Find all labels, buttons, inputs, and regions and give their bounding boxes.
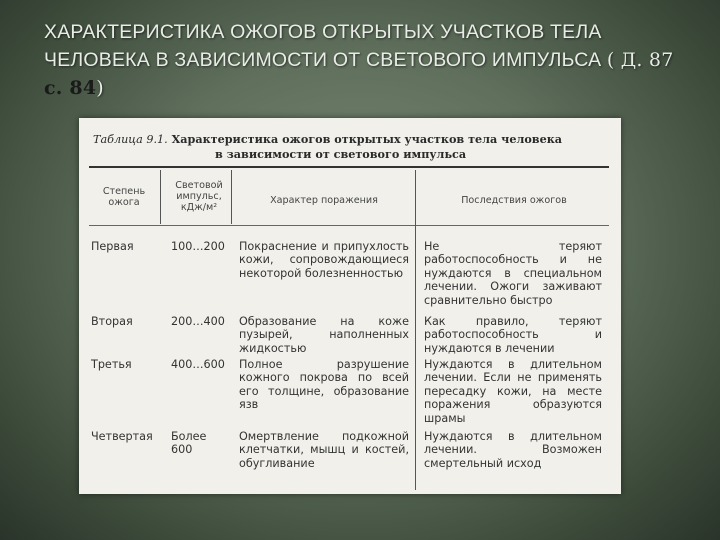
row2-consequences: Как правило, теряют работоспособность и нуждаются в лечении	[424, 315, 602, 355]
row1-impulse: 100…200	[171, 240, 225, 253]
row4-degree: Четвертая	[91, 430, 153, 443]
table-header-rule	[89, 225, 609, 226]
header-impulse: Световой импульс, кДж/м²	[175, 180, 223, 213]
row3-character: Полное разрушение кожного покрова по всей его толщине, образование язв	[239, 358, 409, 412]
header-consequences: Последствия ожогов	[461, 195, 567, 206]
header-degree: Степень ожога	[102, 186, 146, 208]
row4-impulse: Более 600	[171, 430, 207, 457]
column-divider	[160, 170, 161, 224]
source-reference: ( Д. 87 с. 84)	[44, 49, 674, 99]
row2-impulse: 200…400	[171, 315, 225, 328]
row1-character: Покраснение и припухлость кожи, сопровождающиеся некоторой болезненностью	[239, 240, 409, 280]
column-divider	[415, 170, 416, 490]
source-page: с. 84	[44, 77, 97, 99]
row3-degree: Третья	[91, 358, 132, 371]
header-character: Характер поражения	[270, 195, 378, 206]
row1-degree: Первая	[91, 240, 134, 253]
row2-character: Образование на коже пузырей, наполненных жидкостью	[239, 315, 409, 355]
table-caption-line2: в зависимости от светового импульса	[215, 147, 467, 161]
slide-title	[44, 18, 684, 102]
row4-consequences: Нуждаются в длительном лечении. Возможен смертельный исход	[424, 430, 602, 470]
scanned-table-image	[79, 118, 621, 494]
table-caption	[93, 132, 607, 161]
table-caption-line1: Характеристика ожогов открытых участков тела человека	[171, 132, 563, 146]
row2-degree: Вторая	[91, 315, 133, 328]
column-divider	[231, 170, 232, 224]
row1-consequences: Не теряют работоспособность и не нуждаются в специальном лечении. Ожоги заживают сравнительно быстро	[424, 240, 602, 307]
table-top-rule	[89, 166, 609, 168]
row4-character: Омертвление подкожной клетчатки, мышц и костей, обугливание	[239, 430, 409, 470]
slide-title-text: ХАРАКТЕРИСТИКА ОЖОГОВ ОТКРЫТЫХ УЧАСТКОВ ТЕЛА ЧЕЛОВЕКА В ЗАВИСИМОСТИ ОТ СВЕТОВОГО ИМПУЛЬСА	[44, 21, 602, 71]
table-number: Таблица 9.1.	[93, 133, 168, 146]
row3-impulse: 400…600	[171, 358, 225, 371]
row3-consequences: Нуждаются в длительном лечении. Если не применять пересадку кожи, на месте поражения образуются шрамы	[424, 358, 602, 425]
